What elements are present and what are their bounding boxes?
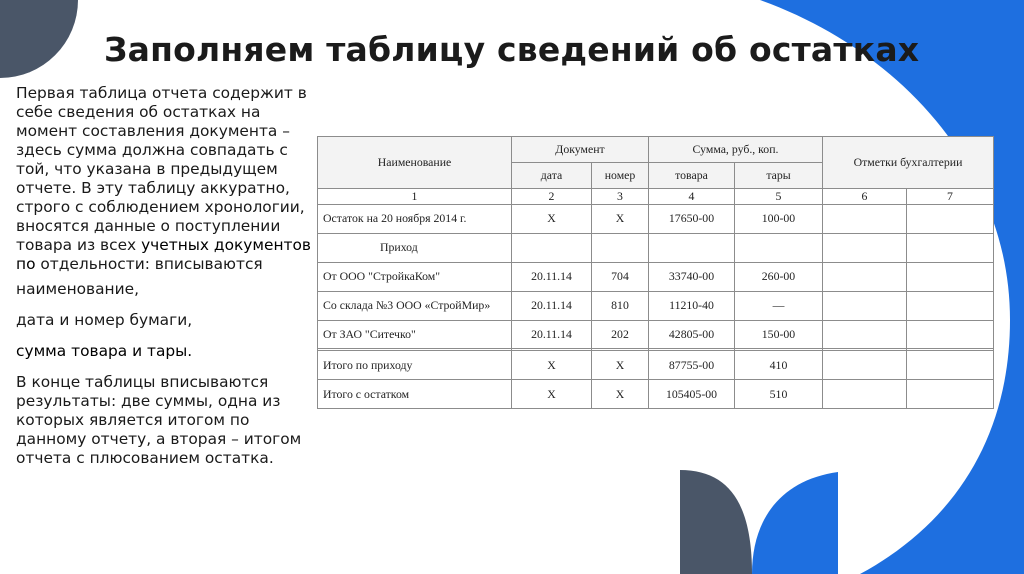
table-row xyxy=(318,351,994,380)
cell-tare: 150-00 xyxy=(735,320,823,349)
cell-date: 20.11.14 xyxy=(512,320,592,349)
cell-name: Со склада №3 ООО «СтройМир» xyxy=(318,291,512,320)
cell-name: Приход xyxy=(318,233,512,262)
paragraph-intro-end: отдельности: вписываются xyxy=(40,255,263,273)
header-date: дата xyxy=(512,163,592,189)
table-row xyxy=(318,262,994,291)
header-name: Наименование xyxy=(318,137,512,189)
paragraph-sum: сумма товара и тары. xyxy=(16,342,193,360)
cell-name: Остаток на 20 ноября 2014 г. xyxy=(318,205,512,234)
cell-mark xyxy=(823,262,907,291)
col-number: 1 xyxy=(318,189,512,205)
cell-mark xyxy=(907,291,994,320)
cell-tare: 260-00 xyxy=(735,262,823,291)
cell-goods: 17650-00 xyxy=(649,205,735,234)
col-number: 4 xyxy=(649,189,735,205)
cell-mark xyxy=(907,380,994,409)
header-sum: Сумма, руб., коп. xyxy=(649,137,823,163)
cell-mark xyxy=(907,320,994,349)
header-goods: товара xyxy=(649,163,735,189)
table-row xyxy=(318,380,994,409)
cell-mark xyxy=(823,351,907,380)
cell-mark xyxy=(823,291,907,320)
report-table-image xyxy=(317,136,993,409)
cell-number: 202 xyxy=(592,320,649,349)
cell-number: 704 xyxy=(592,262,649,291)
cell-date: 20.11.14 xyxy=(512,262,592,291)
cell-mark xyxy=(823,320,907,349)
col-number: 2 xyxy=(512,189,592,205)
cell-number: 810 xyxy=(592,291,649,320)
header-marks: Отметки бухгалтерии xyxy=(823,137,994,189)
column-numbers-row xyxy=(318,189,994,205)
cell-tare: 510 xyxy=(735,380,823,409)
cell-mark xyxy=(823,205,907,234)
col-number: 3 xyxy=(592,189,649,205)
cell-name: Итого с остатком xyxy=(318,380,512,409)
paragraph-intro-text: Первая таблица отчета содержит в себе сведения об остатках на момент составления документа – здесь сумма должна совпадать с той, что указана в предыдущем отчете. В эту таблицу аккуратно, строго с соблюдением хронологии, вносятся данные о поступлении товара из всех xyxy=(16,84,307,254)
table-row xyxy=(318,320,994,349)
header-document: Документ xyxy=(512,137,649,163)
table-row xyxy=(318,233,994,262)
table-row xyxy=(318,291,994,320)
cell-mark xyxy=(823,233,907,262)
description-text xyxy=(16,84,316,480)
cell-tare: 410 xyxy=(735,351,823,380)
cell-goods: 87755-00 xyxy=(649,351,735,380)
header-number: номер xyxy=(592,163,649,189)
cell-goods: 11210-40 xyxy=(649,291,735,320)
cell-mark xyxy=(907,351,994,380)
col-number: 5 xyxy=(735,189,823,205)
cell-goods xyxy=(649,233,735,262)
header-tare: тары xyxy=(735,163,823,189)
paragraph-date-number: дата и номер бумаги, xyxy=(16,311,193,329)
cell-mark xyxy=(823,380,907,409)
report-table xyxy=(317,136,994,409)
table-row xyxy=(318,205,994,234)
cell-tare xyxy=(735,233,823,262)
cell-goods: 33740-00 xyxy=(649,262,735,291)
cell-goods: 42805-00 xyxy=(649,320,735,349)
cell-date: X xyxy=(512,205,592,234)
paragraph-results: В конце таблицы вписываются результаты: две суммы, одна из которых является итогом по данному отчету, а вторая – итогом отчета с плюсованием остатка. xyxy=(16,373,302,467)
cell-mark xyxy=(907,205,994,234)
cell-date: 20.11.14 xyxy=(512,291,592,320)
corner-shape-top-left xyxy=(0,0,78,78)
page-title: Заполняем таблицу сведений об остатках xyxy=(104,30,920,69)
leaf-shape-blue xyxy=(752,472,838,574)
cell-mark xyxy=(907,233,994,262)
cell-number: X xyxy=(592,205,649,234)
col-number: 6 xyxy=(823,189,907,205)
cell-tare: — xyxy=(735,291,823,320)
cell-name: Итого по приходу xyxy=(318,351,512,380)
cell-number: X xyxy=(592,351,649,380)
cell-date: X xyxy=(512,380,592,409)
cell-number xyxy=(592,233,649,262)
cell-mark xyxy=(907,262,994,291)
cell-date: X xyxy=(512,351,592,380)
paragraph-intro xyxy=(16,84,316,274)
leaf-shape-slate xyxy=(680,470,752,574)
cell-name: От ЗАО "Ситечко" xyxy=(318,320,512,349)
cell-tare: 100-00 xyxy=(735,205,823,234)
cell-number: X xyxy=(592,380,649,409)
cell-goods: 105405-00 xyxy=(649,380,735,409)
paragraph-intro-highlight: учетных документов по xyxy=(16,236,311,273)
col-number: 7 xyxy=(907,189,994,205)
cell-date xyxy=(512,233,592,262)
cell-name: От ООО "СтройкаКом" xyxy=(318,262,512,291)
paragraph-name: наименование, xyxy=(16,280,139,298)
